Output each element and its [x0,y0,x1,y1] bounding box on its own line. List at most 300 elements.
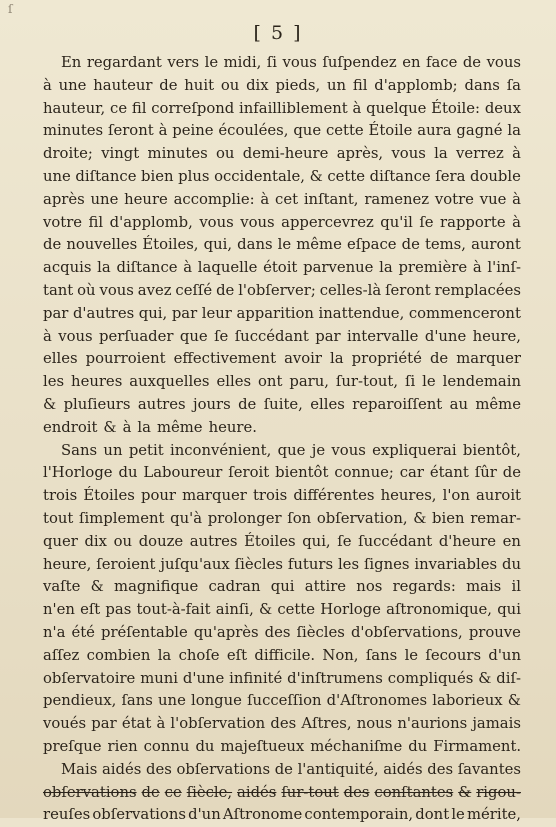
word: qui, [138,304,168,322]
text-line [43,690,521,713]
word: Étoile: [431,99,481,117]
text-line [43,508,521,531]
word: juſqu'aux [160,555,230,573]
word: endroit [43,418,98,436]
word: Étoile [368,122,413,140]
text-line [43,371,521,394]
word: En [61,54,82,71]
word: du [501,555,521,573]
word: aſtronomique, [386,601,493,619]
word: état [121,715,152,733]
word: d'une [182,669,225,687]
word: à [512,213,521,231]
word: le [277,236,292,254]
word: des [270,715,297,733]
word: paru, [289,373,329,391]
word: par [171,304,198,322]
word: que [293,122,322,140]
word: perſuader [99,327,174,345]
word: d'un [188,806,221,824]
text-line [43,599,521,622]
word: longue [190,692,242,710]
word: remplacées [434,281,521,299]
word: apparition [236,304,314,322]
word: connue; [334,464,394,482]
word: la [379,259,393,277]
word: preſque [43,737,102,755]
word: auroit [475,487,521,505]
word: qui, [302,532,331,550]
word: le [422,373,436,391]
text-line [43,98,521,121]
word: qui, [203,236,233,254]
word: que [179,327,208,345]
word: marquer [456,350,521,368]
word: bientôt, [462,441,521,459]
word: l'Horloge [43,464,113,482]
word: avez [137,281,172,299]
word: à [183,259,193,277]
word: en [402,54,421,71]
word: heures, [380,487,437,505]
text-line [43,303,521,326]
word: à [472,259,482,277]
word: aidés [383,760,423,778]
word: d'applomb, [109,213,193,231]
word: minutes [43,122,104,140]
word: Aſtres, [301,715,352,733]
word: ſuite, [263,395,303,413]
word: de [238,395,257,413]
text-line [43,348,521,371]
word: des [264,623,291,641]
word: ſiècles [234,555,283,573]
word: regards: [392,578,456,596]
word: de [429,350,449,368]
text-line [43,462,521,485]
word: même [296,236,342,254]
word: muni [140,669,179,687]
word: obſervations [176,760,271,778]
word: pendieux, [43,692,117,710]
word: vous [391,145,426,163]
word: quer [43,532,78,550]
word: ou [220,76,240,94]
word: petit [128,441,164,459]
word: d'inſtrumens [287,669,383,687]
word: à [122,418,132,436]
word: prolonger [207,509,282,527]
word: ſon [287,509,312,527]
word: étoit [263,259,298,277]
word: combien [86,646,151,664]
word: cette [325,122,364,140]
word: à [260,190,270,208]
word: fil [131,99,147,117]
text-line [43,52,521,75]
word: mais [466,578,502,596]
word: d'heure [438,532,497,550]
word: appercevrez [281,213,374,231]
word: remar- [470,509,521,527]
word: intervalle [347,327,419,345]
word: un [103,441,123,459]
word: conſtantes [374,783,454,801]
word: tems, [424,236,466,254]
word: dans [464,76,500,94]
word: ſucceſſion [247,692,322,710]
word: & [507,692,521,710]
word: minutes [147,145,208,163]
word: correſpond [151,99,235,117]
text-line [43,554,521,577]
text-line [43,531,521,554]
word: vous [331,441,366,459]
word: ſuſpendez [322,54,397,71]
word: des [343,783,370,801]
word: majeſtueux [220,737,305,755]
word: gagné [456,122,503,140]
word: effectivement [173,350,277,368]
word: & [103,418,117,436]
word: pourroient [85,350,166,368]
word: première [398,259,468,277]
word: diſ- [496,669,521,687]
word: elles [43,350,78,368]
word: le [404,646,419,664]
word: ou [215,145,235,163]
word: cette [277,601,316,619]
text-line [43,782,521,805]
word: reuſes [43,806,91,824]
word: parvenue [303,259,374,277]
word: de [401,236,420,254]
word: inconvénient, [170,441,272,459]
text-line [43,143,521,166]
word: de [43,236,62,254]
word: de [216,281,235,299]
word: & [458,783,472,801]
text-line [43,713,521,736]
word: à [43,76,52,94]
word: Sans [61,441,98,459]
word: quelque [366,99,427,117]
word: une [58,76,87,94]
word: hauteur [93,76,153,94]
word: Mais [61,760,98,778]
body-text [43,52,521,827]
word: d'Aſtronomes [326,692,428,710]
word: diſtance [75,167,137,185]
word: Firmament. [433,737,522,755]
text-line [43,234,521,257]
word: préſentable [100,623,188,641]
word: ſiècles [296,623,345,641]
word: l'antiquité, [297,760,379,778]
word: les [337,555,360,573]
word: à [352,99,362,117]
word: diſtance [116,259,178,277]
word: tout-à-fait [136,601,211,619]
word: midi, [223,54,262,71]
word: jamais [472,715,521,733]
word: le [204,54,219,71]
word: ramenez [364,190,430,208]
word: la [157,646,172,664]
word: obſervatoire [43,669,136,687]
word: votre [434,190,474,208]
word: regardant [86,54,162,71]
word: la [97,259,111,277]
word: & [309,167,323,185]
word: aura [417,122,452,140]
word: où [77,281,96,299]
word: à [43,327,52,345]
word: Étoiles [83,487,135,505]
word: & [478,669,492,687]
word: ſans [121,692,153,710]
word: droite; [43,145,93,163]
word: obſervation, [316,509,408,527]
word: ſur-tout [281,783,339,801]
word: verrez [456,145,504,163]
word: vous [282,54,317,71]
word: cadran [208,578,261,596]
word: attire [304,578,347,596]
word: & [43,395,57,413]
word: le [451,806,465,824]
word: nouvelles [66,236,138,254]
word: douze [138,532,184,550]
word: de [159,76,178,94]
word: lendemain [442,373,521,391]
word: autres [189,532,238,550]
word: par [43,304,69,322]
word: ſeroient [96,555,156,573]
word: même [156,418,203,436]
word: ſur-tout, [335,373,399,391]
word: ſans [365,646,398,664]
word: à [156,715,166,733]
page-number: [ 5 ] [253,22,303,44]
word: ſignes [363,555,410,573]
word: pas [105,601,132,619]
word: la [137,418,151,436]
word: reparoiſſent [352,395,443,413]
word: eſt [80,601,101,619]
word: & [258,601,273,619]
word: prouve [468,623,521,641]
word: ainſi, [215,601,254,619]
word: méchaniſme [310,737,403,755]
word: vous [199,213,234,231]
word: auront [471,236,521,254]
word: invariables [414,555,498,573]
word: rigou- [476,783,521,801]
word: à [512,190,521,208]
word: ſimplement [79,509,165,527]
word: écoulées, [218,122,289,140]
word: ſa [506,76,521,94]
word: de [274,760,293,778]
word: Non, [322,646,359,664]
word: ſi [266,54,277,71]
word: je [311,441,326,459]
word: dix [84,532,108,550]
word: du [408,737,428,755]
word: accomplie: [173,190,255,208]
text-line [43,212,521,235]
word: bien [141,167,174,185]
word: les [43,373,65,391]
word: ou [113,532,133,550]
word: des [427,760,454,778]
word: du [195,737,215,755]
word: heure. [208,418,257,436]
word: ſiècle, [186,783,233,801]
word: rien [107,737,138,755]
word: contemporain, [304,806,414,824]
word: ſe [337,532,352,550]
word: diſtance [369,167,431,185]
word: ſeront [385,281,431,299]
word: futurs [287,555,334,573]
word: en [502,532,521,550]
word: vous [99,281,134,299]
word: la [330,350,344,368]
word: même [475,395,521,413]
text-line [43,668,521,691]
word: de [502,464,521,482]
word: n'a [43,623,66,641]
word: obſervations [43,783,137,801]
word: jours [192,395,231,413]
word: pieds, [275,76,321,94]
word: avoir [284,350,322,368]
word: difficile. [254,646,316,664]
word: aidés [237,783,277,801]
word: infinité [229,669,283,687]
text-line [43,75,521,98]
word: elles [216,373,252,391]
word: par [91,715,117,733]
word: ſecours [425,646,482,664]
text-line [43,189,521,212]
text-line [43,326,521,349]
word: après [43,190,85,208]
text-line [43,759,521,782]
word: d'obſervations, [350,623,463,641]
word: ſuccédant [234,327,309,345]
word: après, [336,145,384,163]
word: aidés [101,760,142,778]
word: ce [110,99,128,117]
word: tout [43,509,74,527]
word: demi-heure [242,145,329,163]
word: choſe [178,646,220,664]
word: qui [270,578,295,596]
word: qu'il [380,213,413,231]
word: cette [327,167,366,185]
word: laquelle [197,259,258,277]
text-line [43,736,521,759]
word: vaſte [43,578,81,596]
text-line [43,622,521,645]
text-line [43,440,521,463]
word: qu'après [193,623,259,641]
word: trois [252,487,288,505]
word: heure, [43,555,92,573]
corner-mark: ſ [8,2,13,16]
word: d'un [488,646,521,664]
word: Aſtronome [222,806,303,824]
word: voués [43,715,87,733]
word: nos [356,578,383,596]
word: l'obſervation [170,715,266,733]
word: connu [143,737,190,755]
word: des [145,760,172,778]
word: qui [497,601,521,619]
word: aſſez [43,646,80,664]
word: Étoiles [244,532,296,550]
word: vue [479,190,507,208]
word: heures [71,373,123,391]
word: différentes [293,487,375,505]
word: eſpace [346,236,397,254]
word: l'inſ- [487,259,521,277]
word: celles-là [319,281,382,299]
word: fil [352,76,368,94]
word: autres [137,395,186,413]
word: propriété [351,350,422,368]
word: heure [124,190,168,208]
word: une [43,167,71,185]
word: double [470,167,521,185]
word: compliqués [387,669,474,687]
word: ſe [419,213,434,231]
word: leur [201,304,232,322]
word: Étoiles, [142,236,199,254]
word: de [141,783,160,801]
text-line [43,257,521,280]
word: cet [275,190,299,208]
word: pour [140,487,176,505]
word: une [90,190,119,208]
word: inſtant, [303,190,359,208]
word: vous [486,54,521,71]
text-line [43,804,521,827]
word: une [158,692,186,710]
word: bien [432,509,465,527]
text-line [43,576,521,599]
word: dix [246,76,269,94]
word: elles [310,395,345,413]
word: laborieux [432,692,503,710]
word: face [425,54,458,71]
word: un [326,76,347,94]
word: vous [240,213,275,231]
word: bientôt [275,464,329,482]
word: ſeront [108,122,154,140]
word: été [71,623,95,641]
word: trois [43,487,78,505]
word: ſera [435,167,466,185]
word: Laboureur [143,464,223,482]
word: n'en [43,601,75,619]
word: infailliblement [239,99,348,117]
word: dont [415,806,450,824]
word: auxquelles [129,373,210,391]
